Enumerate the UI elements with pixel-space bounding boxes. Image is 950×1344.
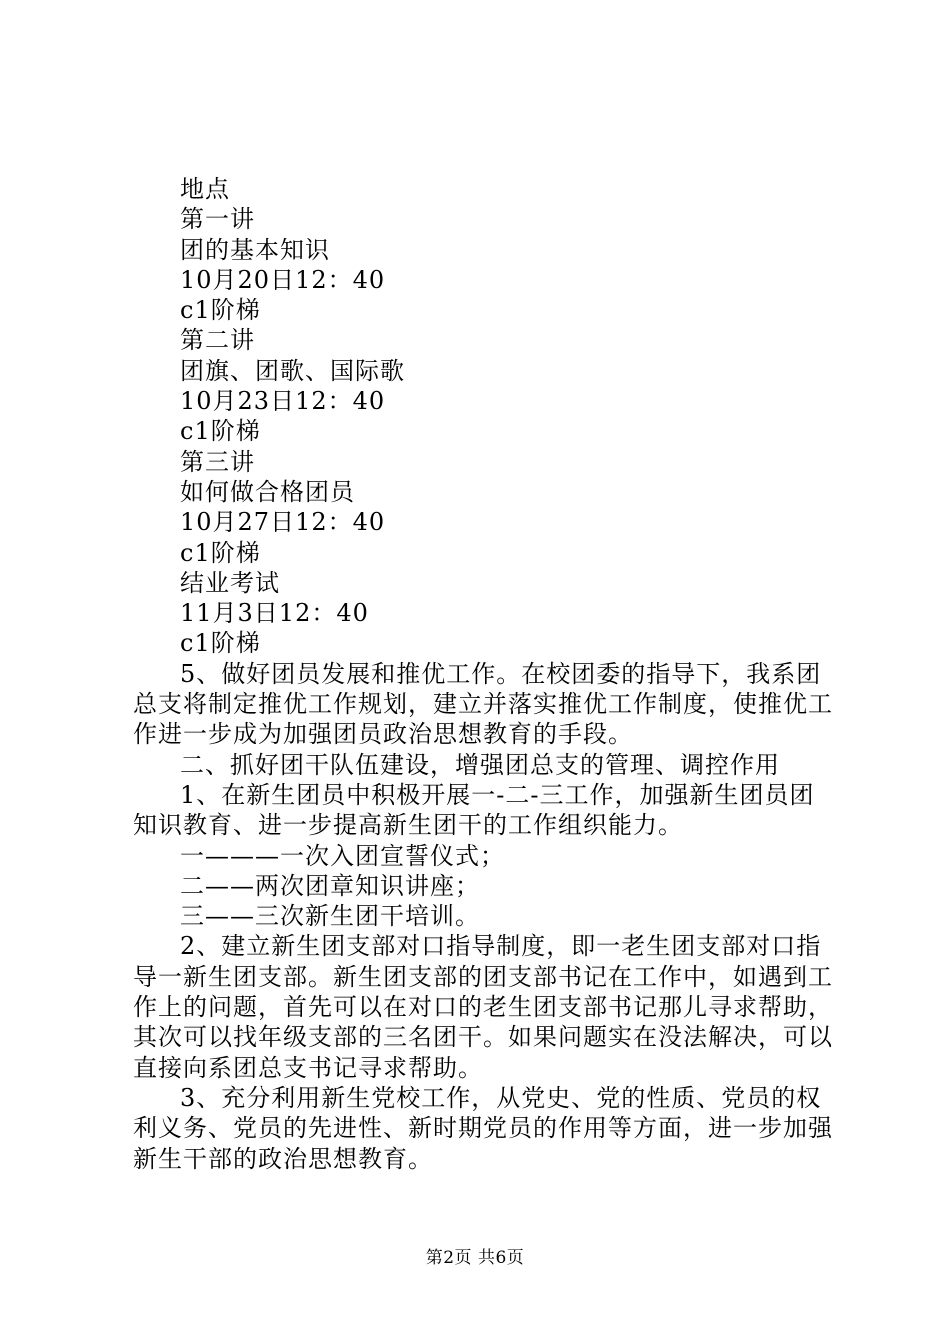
paragraph-3: 3、充分利用新生党校工作，从党史、党的性质、党员的权利义务、党员的先进性、新时期党员的作用等方面，进一步加强新生干部的政治思想教育。 — [133, 1083, 833, 1173]
document-body — [133, 174, 833, 1174]
schedule-topic-1: 团的基本知识 — [180, 235, 330, 264]
schedule-place-1: c1阶梯 — [180, 296, 261, 325]
list-item-1: 一———一次入团宣誓仪式； — [180, 841, 505, 870]
schedule-time-1: 10月20日12：40 — [180, 265, 386, 294]
schedule-location-header: 地点 — [180, 175, 230, 203]
schedule-place-2: c1阶梯 — [180, 417, 261, 446]
schedule-lecture-1: 第一讲 — [180, 205, 255, 234]
page-footer: 第2页 共6页 — [425, 1248, 525, 1268]
schedule-place-3: c1阶梯 — [180, 538, 261, 567]
schedule-exam: 结业考试 — [180, 568, 280, 597]
schedule-lecture-2: 第二讲 — [180, 326, 255, 355]
schedule-time-2: 10月23日12：40 — [180, 387, 386, 416]
list-item-2: 二——两次团章知识讲座； — [180, 871, 480, 900]
schedule-time-exam: 11月3日12：40 — [180, 599, 369, 628]
schedule-lecture-3: 第三讲 — [180, 447, 255, 476]
schedule-topic-3: 如何做合格团员 — [180, 477, 355, 506]
paragraph-5: 5、做好团员发展和推优工作。在校团委的指导下，我系团总支将制定推优工作规划，建立并落实推优工作制度，使推优工作进一步成为加强团员政治思想教育的手段。 — [133, 659, 833, 749]
schedule-time-3: 10月27日12：40 — [180, 508, 386, 537]
paragraph-1: 1、在新生团员中积极开展一-二-三工作，加强新生团员团知识教育、进一步提高新生团干的工作组织能力。 — [133, 780, 815, 840]
paragraph-2: 2、建立新生团支部对口指导制度，即一老生团支部对口指导一新生团支部。新生团支部的团支部书记在工作中，如遇到工作上的问题，首先可以在对口的老生团支部书记那儿寻求帮助，其次可以找年级支部的三名团干。如果问题实在没法解决，可以直接向系团总支书记寻求帮助。 — [133, 932, 833, 1082]
schedule-place-exam: c1阶梯 — [180, 629, 261, 658]
list-item-3: 三——三次新生团干培训。 — [180, 902, 480, 931]
section-2-heading: 二、抓好团干队伍建设，增强团总支的管理、调控作用 — [180, 750, 780, 779]
schedule-topic-2: 团旗、团歌、国际歌 — [180, 356, 405, 385]
